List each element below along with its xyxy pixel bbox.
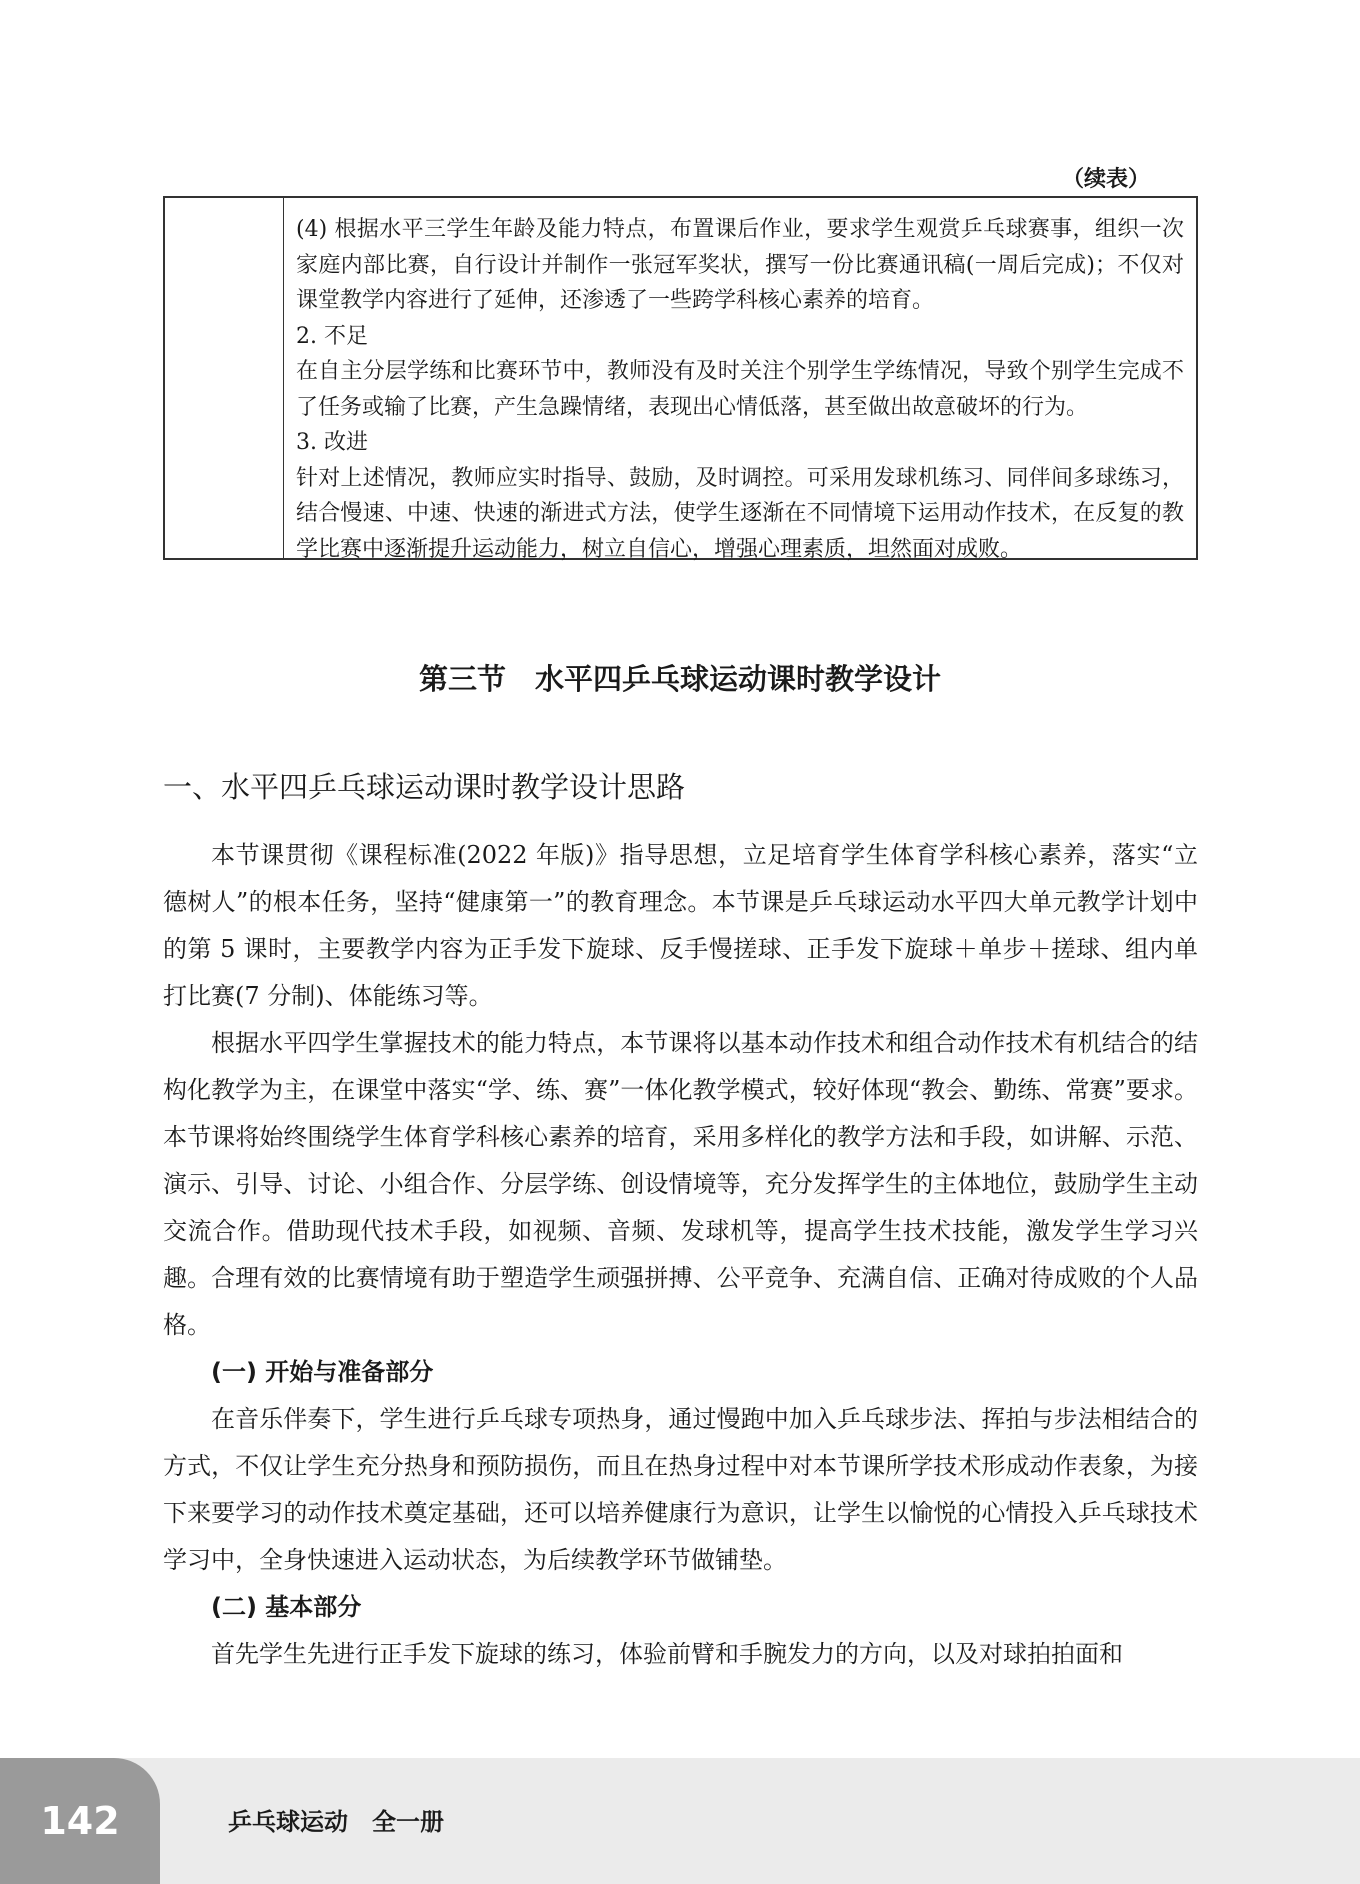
table-line: 3. 改进 [296, 430, 368, 455]
body-text [163, 832, 1198, 1678]
table-line: 2. 不足 [296, 323, 368, 349]
table-content-cell [284, 198, 1196, 562]
section-title: 第三节 水平四乒乓球运动课时教学设计 [418, 662, 941, 696]
paragraph: 本节课贯彻《课程标准(2022 年版)》指导思想，立足培育学生体育学科核心素养，落实“立德树人”的根本任务，坚持“健康第一”的教育理念。本节课是乒乓球运动水平四大单元教学计划中的第 5 课时，主要教学内容为正手发下旋球、反手慢搓球、正手发下旋球＋单步＋搓球、组内单打比赛(7 分制)、体能练习等。 [163, 841, 1198, 1010]
continued-table [163, 196, 1198, 560]
continued-label: （续表） [1061, 167, 1150, 192]
paragraph: 首先学生先进行正手发下旋球的练习，体验前臂和手腕发力的方向，以及对球拍拍面和 [211, 1640, 1123, 1668]
book-title: 乒乓球运动 全一册 [228, 1808, 444, 1836]
table-line: 针对上述情况，教师应实时指导、鼓励，及时调控。可采用发球机练习、同伴间多球练习，结合慢速、中速、快速的渐进式方法，使学生逐渐在不同情境下运用动作技术，在反复的教学比赛中逐渐提升运动能力，树立自信心，增强心理素质，坦然面对成败。 [296, 465, 1184, 562]
page-number: 142 [0, 1758, 160, 1884]
paragraph: 根据水平四学生掌握技术的能力特点，本节课将以基本动作技术和组合动作技术有机结合的结构化教学为主，在课堂中落实“学、练、赛”一体化教学模式，较好体现“教会、勤练、常赛”要求。本节课将始终围绕学生体育学科核心素养的培育，采用多样化的教学方法和手段，如讲解、示范、演示、引导、讨论、小组合作、分层学练、创设情境等，充分发挥学生的主体地位，鼓励学生主动交流合作。借助现代技术手段，如视频、音频、发球机等，提高学生技术技能，激发学生学习兴趣。合理有效的比赛情境有助于塑造学生顽强拼搏、公平竞争、充满自信、正确对待成败的个人品格。 [163, 1029, 1198, 1339]
paragraph: 在音乐伴奏下，学生进行乒乓球专项热身，通过慢跑中加入乒乓球步法、挥拍与步法相结合的方式，不仅让学生充分热身和预防损伤，而且在热身过程中对本节课所学技术形成动作表象，为接下来要学习的动作技术奠定基础，还可以培养健康行为意识，让学生以愉悦的心情投入乒乓球技术学习中，全身快速进入运动状态，为后续教学环节做铺垫。 [163, 1405, 1198, 1574]
subheading: (二) 基本部分 [211, 1593, 362, 1621]
page-footer [0, 1758, 1360, 1884]
subheading: (一) 开始与准备部分 [211, 1358, 434, 1386]
table-line: 在自主分层学练和比赛环节中，教师没有及时关注个别学生学练情况，导致个别学生完成不了任务或输了比赛，产生急躁情绪，表现出心情低落，甚至做出故意破坏的行为。 [296, 359, 1184, 420]
table-line: (4) 根据水平三学生年龄及能力特点，布置课后作业，要求学生观赏乒乓球赛事，组织一次家庭内部比赛，自行设计并制作一张冠军奖状，撰写一份比赛通讯稿(一周后完成)；不仅对课堂教学内容进行了延伸，还渗透了一些跨学科核心素养的培育。 [296, 217, 1184, 313]
heading: 一、水平四乒乓球运动课时教学设计思路 [163, 770, 686, 804]
table-label-cell [165, 198, 284, 558]
